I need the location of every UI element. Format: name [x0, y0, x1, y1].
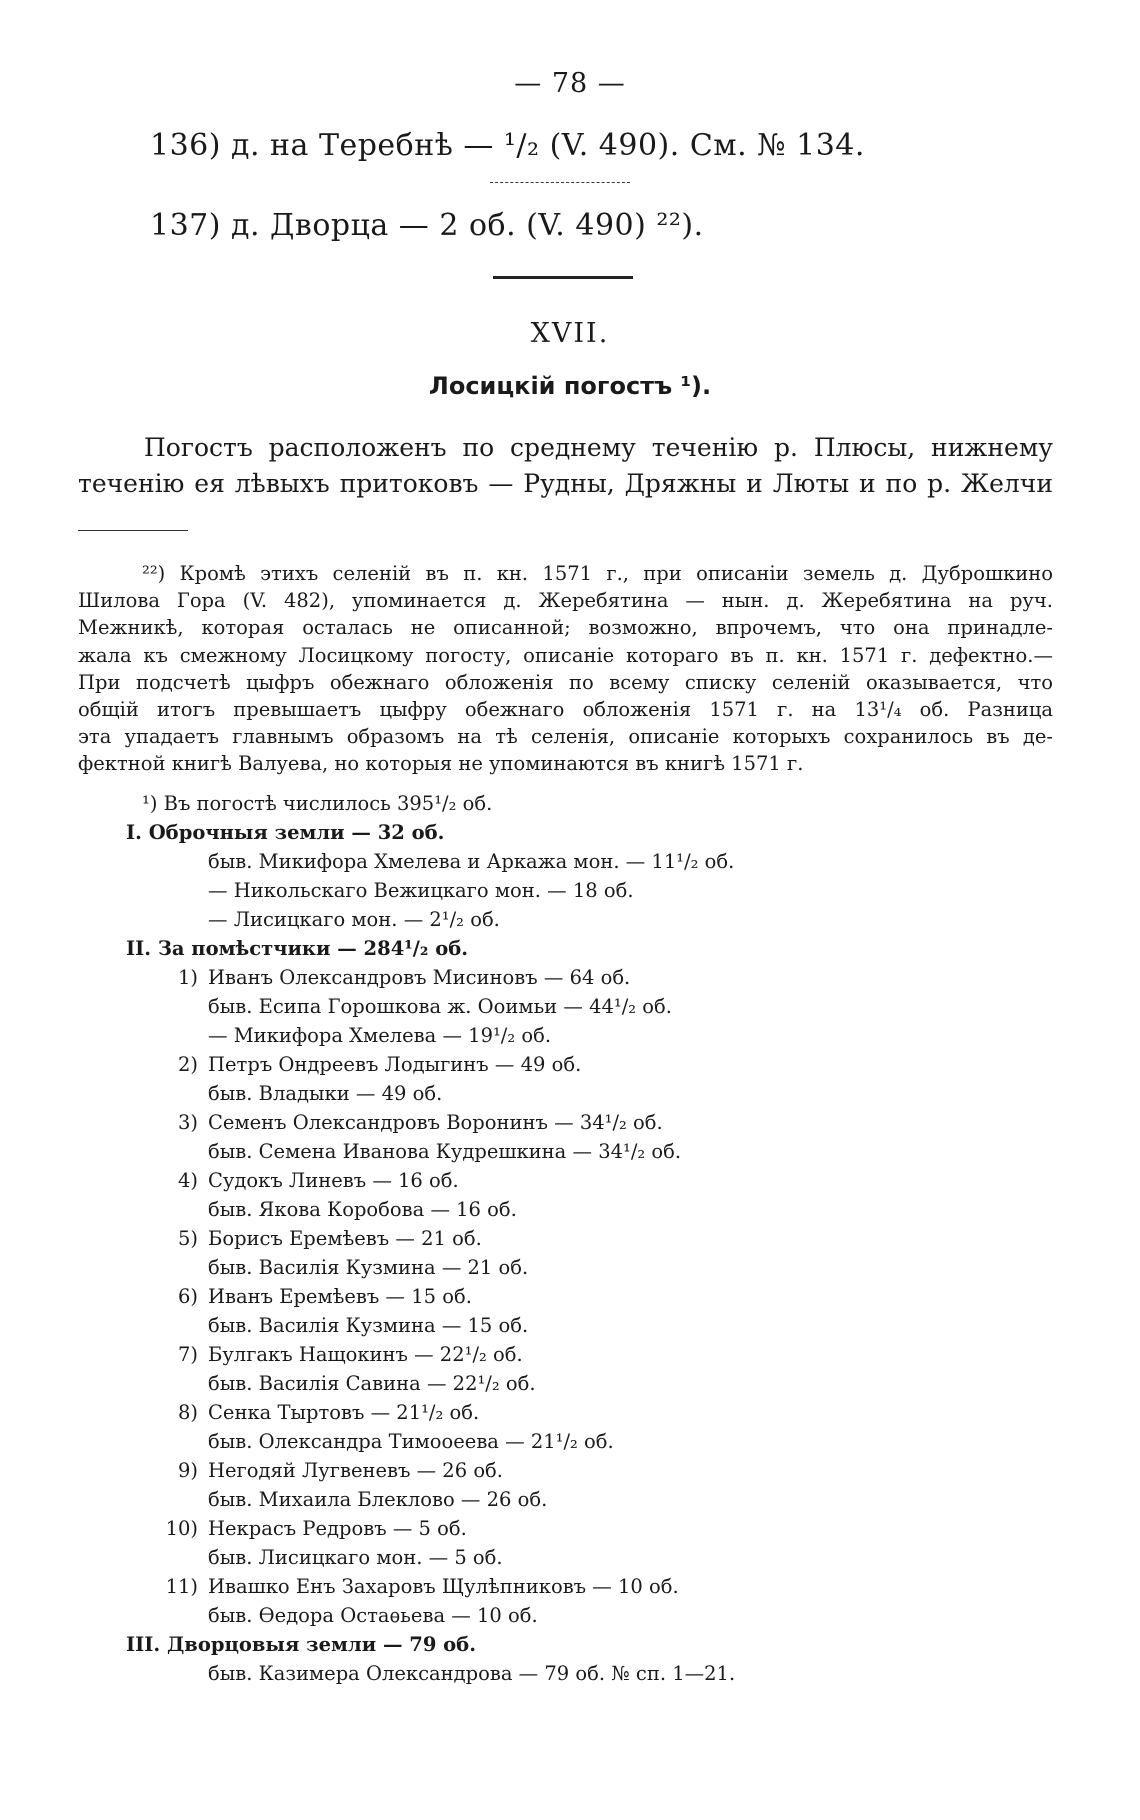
list-row-text: быв. Олександра Тимооеева — 21¹/₂ об.	[208, 1430, 614, 1453]
list-row-text: Семенъ Олександровъ Воронинъ — 34¹/₂ об.	[208, 1111, 663, 1134]
list-row	[78, 1485, 1053, 1514]
footnote-line: жала къ смежному Лосицкому погосту, описаніе котораго въ п. кн. 1571 г. дефектно.—	[78, 643, 1053, 667]
list-row-text: быв. Микифора Хмелева и Аркажа мон. — 11¹/₂ об.	[208, 850, 735, 873]
list-row-text: Ивашко Енъ Захаровъ Щулѣпниковъ — 10 об.	[208, 1575, 679, 1598]
footnote-line: Межникѣ, которая осталась не описанной; возможно, впрочемъ, что она принадле-	[78, 616, 1053, 640]
list-row	[78, 1398, 1053, 1427]
footnote-separator	[78, 530, 188, 531]
list-row-text: Негодяй Лугвеневъ — 26 об.	[208, 1459, 503, 1482]
footnote-line: При подсчетѣ цыфръ обежнаго обложенія по всему списку селеній оказывается, что	[78, 670, 1053, 694]
list-row-text: быв. Өедора Остаѳьева — 10 об.	[208, 1604, 538, 1627]
list-row-text: быв. Лисицкаго мон. — 5 об.	[208, 1546, 503, 1569]
list-row-number: 3)	[177, 1111, 198, 1134]
list-row	[78, 1050, 1053, 1079]
list-row-number: 1)	[177, 966, 198, 989]
list-row-text: — Лисицкаго мон. — 2¹/₂ об.	[208, 908, 500, 931]
list-row	[78, 1456, 1053, 1485]
intro-paragraph	[78, 430, 1053, 502]
list-row	[78, 1253, 1053, 1282]
list-group-heading: III. Дворцовыя земли — 79 об.	[126, 1633, 476, 1656]
list-row-text: Сенка Тыртовъ — 21¹/₂ об.	[208, 1401, 480, 1424]
list-row-text: быв. Василія Савина — 22¹/₂ об.	[208, 1372, 536, 1395]
list-row-number: 5)	[177, 1227, 198, 1250]
list-row	[78, 1137, 1053, 1166]
list-row-text: Иванъ Еремѣевъ — 15 об.	[208, 1285, 472, 1308]
list-row-text: Борисъ Еремѣевъ — 21 об.	[208, 1227, 482, 1250]
list-row-text: Некрасъ Редровъ — 5 об.	[208, 1517, 467, 1540]
list-row-number: 10)	[165, 1517, 198, 1540]
footnote-22	[78, 560, 1053, 778]
list-row-text: быв. Якова Коробова — 16 об.	[208, 1198, 517, 1221]
footnote-line: фектной книгѣ Валуева, но которыя не упоминаются въ книгѣ 1571 г.	[78, 752, 804, 776]
list-row	[78, 905, 1053, 934]
list-row-number: 11)	[165, 1575, 198, 1598]
list-row	[78, 847, 1053, 876]
list-row-number: 8)	[177, 1401, 198, 1424]
list-row	[78, 1514, 1053, 1543]
list-row-text: быв. Михаила Блеклово — 26 об.	[208, 1488, 548, 1511]
list-row-text: — Микифора Хмелева — 19¹/₂ об.	[208, 1024, 552, 1047]
list-row-number: 4)	[177, 1169, 198, 1192]
list-row	[78, 1195, 1053, 1224]
list-row-text: Булгакъ Нащокинъ — 22¹/₂ об.	[208, 1343, 523, 1366]
entry-136: 136) д. на Теребнѣ — ¹/₂ (V. 490). См. № 134.	[150, 128, 865, 163]
list-row	[78, 1079, 1053, 1108]
list-row-number: 6)	[177, 1285, 198, 1308]
list-row	[78, 1224, 1053, 1253]
list-row	[78, 876, 1053, 905]
list-row	[78, 1659, 1053, 1688]
list-row	[78, 1311, 1053, 1340]
footnote-line: общій итогъ превышаетъ цыфру обежнаго обложенія 1571 г. на 13¹/₄ об. Разница	[78, 698, 1053, 722]
footnote-line: эта упадаетъ главнымъ образомъ на тѣ селенія, описаніе которыхъ сохранилось въ де-	[78, 725, 1053, 749]
list-row	[78, 1427, 1053, 1456]
list-row-text: — Никольскаго Вежицкаго мон. — 18 об.	[208, 879, 634, 902]
list-row-number: 9)	[177, 1459, 198, 1482]
list-row-text: быв. Семена Иванова Кудрешкина — 34¹/₂ об.	[208, 1140, 682, 1163]
list-row	[78, 1369, 1053, 1398]
list-row-text: Петръ Ондреевъ Лодыгинъ — 49 об.	[208, 1053, 582, 1076]
footnote-1-total-row	[78, 789, 1053, 818]
list-row-text: быв. Владыки — 49 об.	[208, 1082, 443, 1105]
section-number: XVII.	[530, 318, 610, 349]
footnote-1-total: ¹) Въ погостѣ числилось 395¹/₂ об.	[142, 792, 493, 815]
list-group-heading: I. Оброчныя земли — 32 об.	[126, 821, 445, 844]
intro-line: теченію ея лѣвыхъ притоковъ — Рудны, Дряжны и Люты и по р. Желчи	[78, 469, 1053, 498]
list-row	[78, 1340, 1053, 1369]
list-row	[78, 1282, 1053, 1311]
entry-separator	[490, 182, 630, 183]
list-row	[78, 1601, 1053, 1630]
section-divider	[493, 276, 633, 279]
list-row	[78, 1543, 1053, 1572]
list-group-heading: II. За помѣстчики — 284¹/₂ об.	[126, 937, 469, 960]
list-row	[78, 934, 1053, 963]
list-row	[78, 1166, 1053, 1195]
section-title: Лосицкій погостъ ¹).	[428, 372, 712, 400]
list-row-text: Судокъ Линевъ — 16 об.	[208, 1169, 459, 1192]
footnote-line: Шилова Гора (V. 482), упоминается д. Жеребятина — нын. д. Жеребятина на руч.	[78, 589, 1053, 613]
list-row-text: быв. Есипа Горошкова ж. Ооимьи — 44¹/₂ об.	[208, 995, 672, 1018]
list-row	[78, 1630, 1053, 1659]
list-row-text: быв. Василія Кузмина — 15 об.	[208, 1314, 529, 1337]
footnote-line: ²²) Кромѣ этихъ селеній въ п. кн. 1571 г., при описаніи земель д. Дуброшкино	[142, 562, 1053, 585]
list-row	[78, 1021, 1053, 1050]
entry-137: 137) д. Дворца — 2 об. (V. 490) ²²).	[150, 208, 704, 243]
page-number: — 78 —	[514, 68, 626, 99]
list-row	[78, 1108, 1053, 1137]
list-row	[78, 1572, 1053, 1601]
list-row-text: быв. Казимера Олександрова — 79 об. № сп. 1—21.	[208, 1662, 736, 1685]
list-row	[78, 963, 1053, 992]
footnote-1-rows	[78, 818, 1053, 1688]
list-row-text: Иванъ Олександровъ Мисиновъ — 64 об.	[208, 966, 631, 989]
list-row	[78, 818, 1053, 847]
list-row	[78, 992, 1053, 1021]
list-row-number: 7)	[177, 1343, 198, 1366]
footnote-1-list	[78, 789, 1053, 1688]
list-row-text: быв. Василія Кузмина — 21 об.	[208, 1256, 529, 1279]
intro-line: Погостъ расположенъ по среднему теченію р. Плюсы, нижнему	[144, 433, 1053, 462]
list-row-number: 2)	[177, 1053, 198, 1076]
